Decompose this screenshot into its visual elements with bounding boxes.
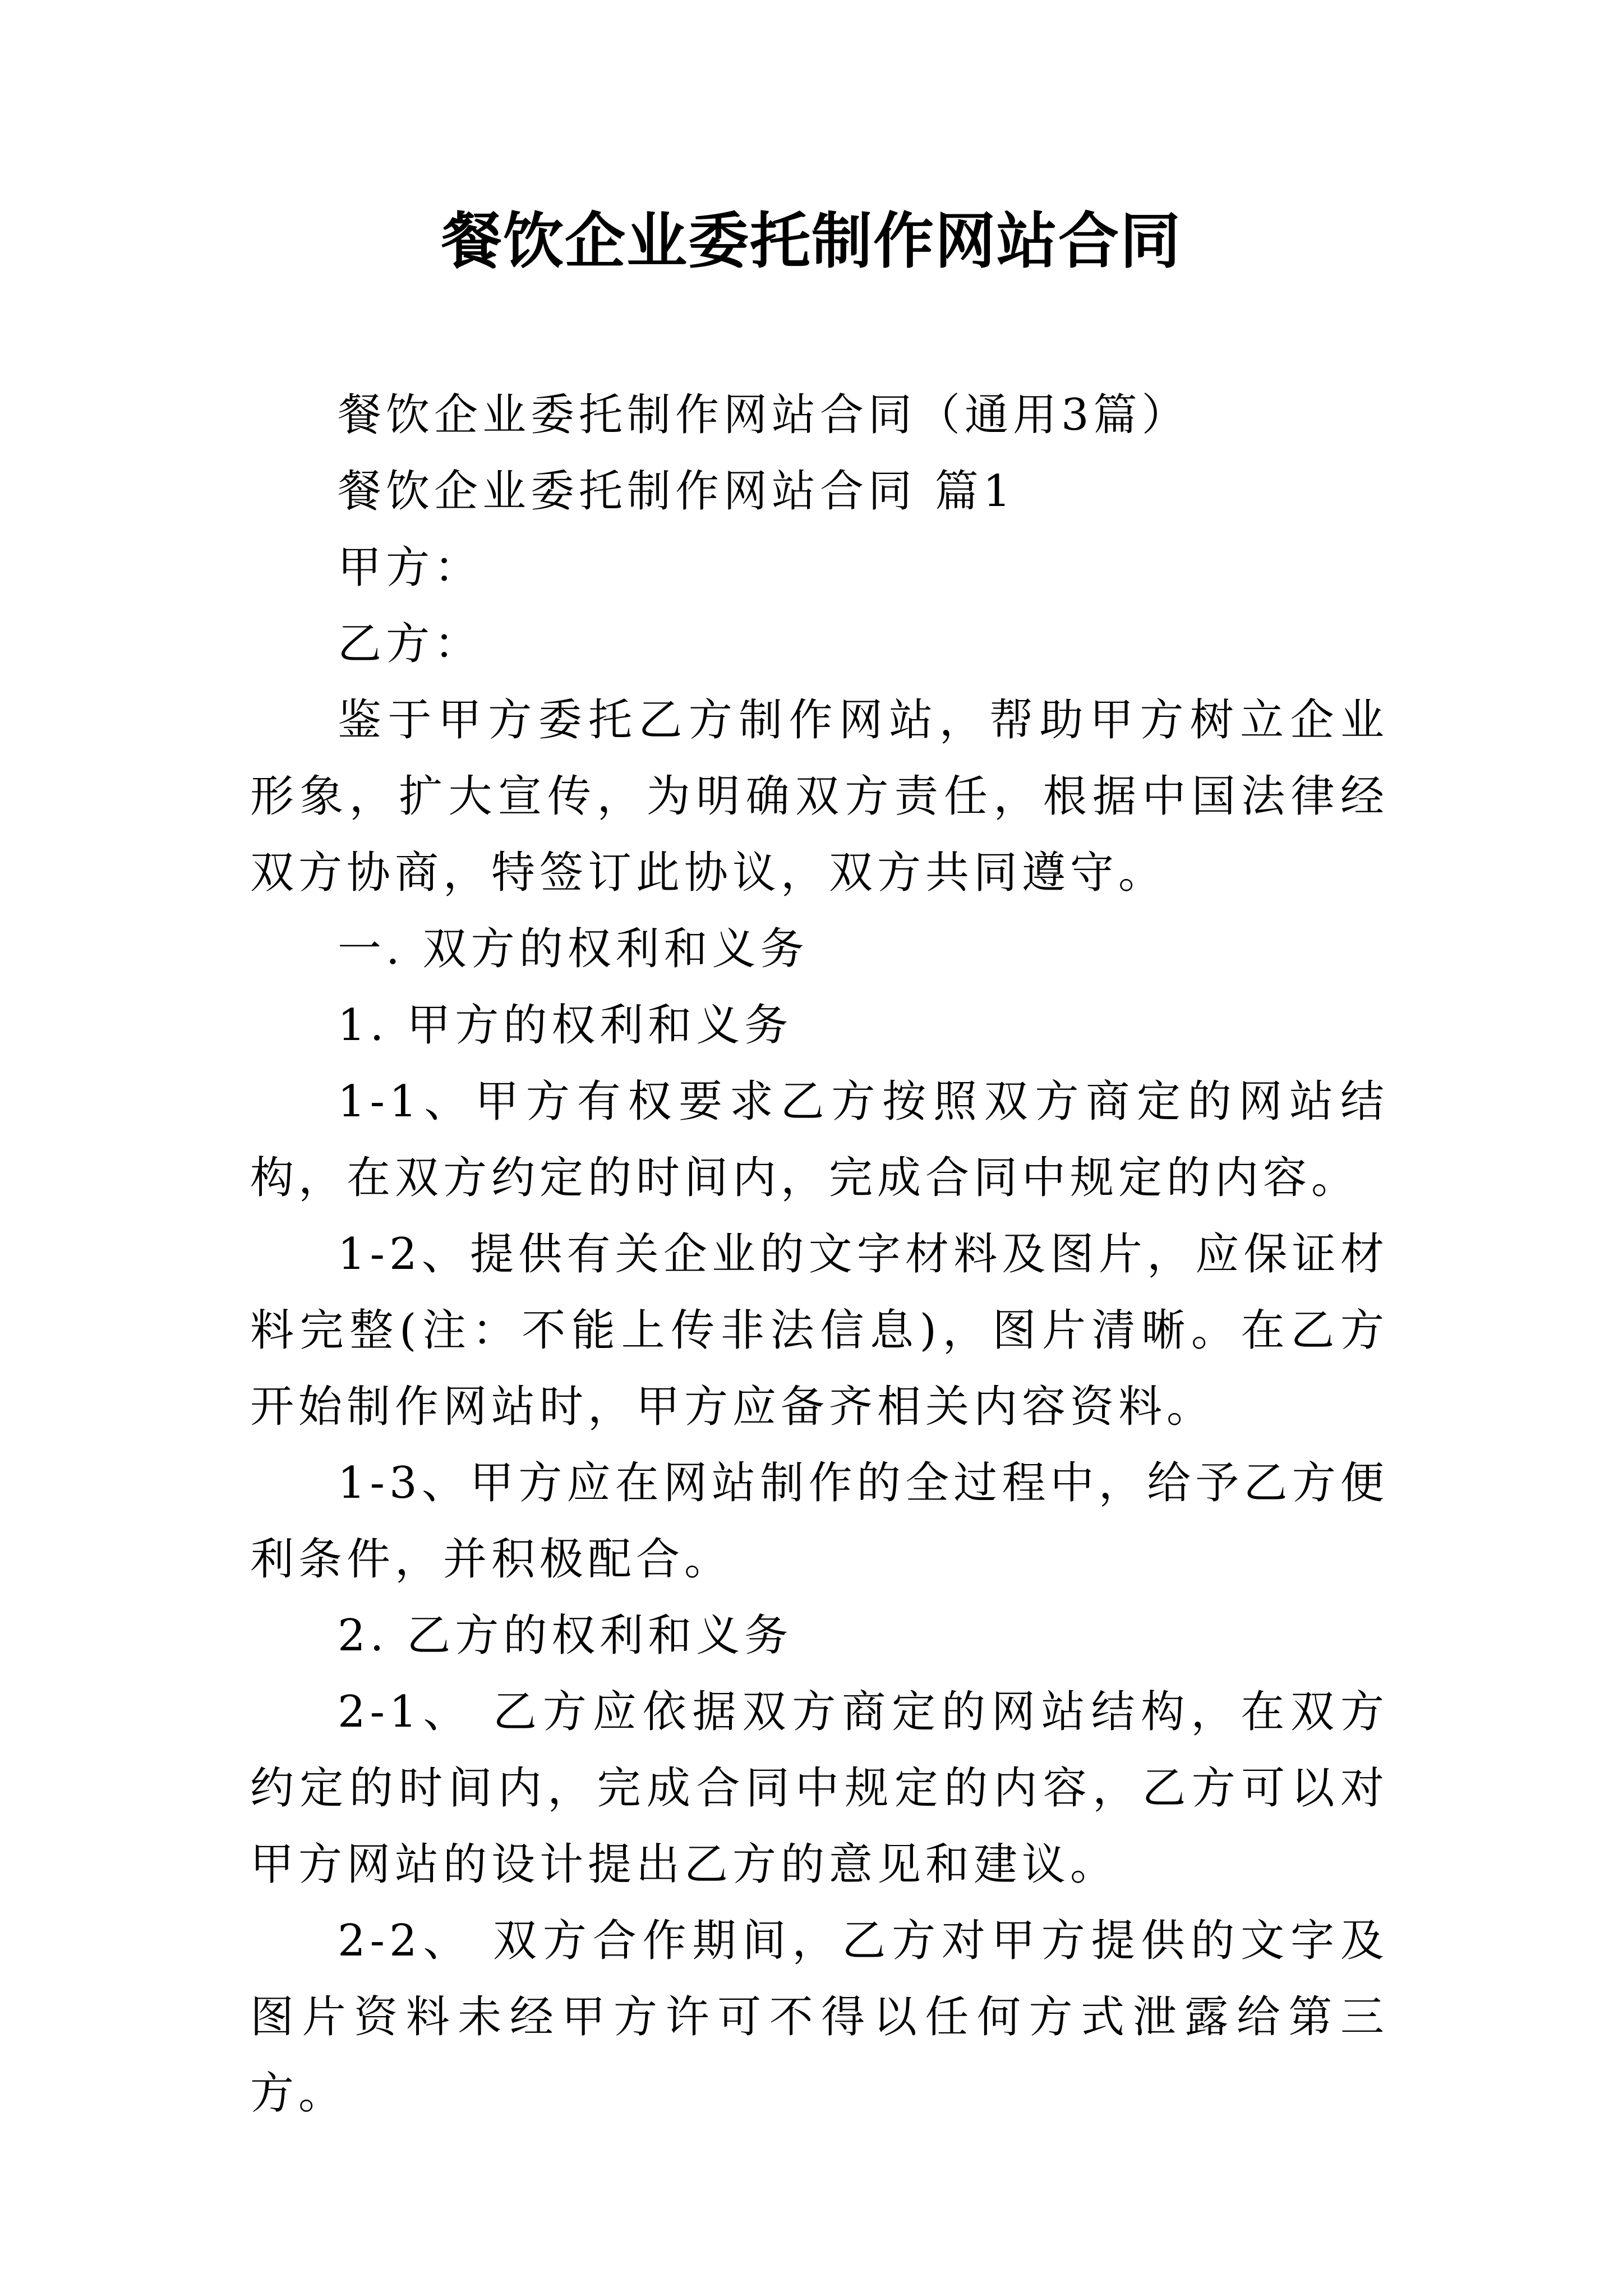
document-title: 餐饮企业委托制作网站合同 (441, 206, 1182, 277)
paragraph-party-b: 乙方： (338, 619, 483, 669)
paragraph-clause-2-2: 2-2、 双方合作期间，乙方对甲方提供的文字及图片资料未经甲方许可不得以任何方式泄露给第三方。 (250, 1916, 1389, 2119)
paragraph-clause-heading: 一. 双方的权利和义务 (338, 924, 809, 974)
paragraph-clause-1-1: 1-1、甲方有权要求乙方按照双方商定的网站结构，在双方约定的时间内，完成合同中规定的内容。 (250, 1076, 1389, 1203)
paragraph-party-a: 甲方： (338, 542, 483, 593)
paragraph-clause-1-3: 1-3、甲方应在网站制作的全过程中，给予乙方便利条件，并积极配合。 (250, 1458, 1389, 1585)
paragraph-party-a-heading: 1. 甲方的权利和义务 (338, 1000, 793, 1051)
paragraph-subtitle: 餐饮企业委托制作网站合同（通用3篇） (338, 390, 1190, 440)
paragraph-section-heading: 餐饮企业委托制作网站合同 篇1 (338, 466, 1016, 517)
paragraph-preamble: 鉴于甲方委托乙方制作网站，帮助甲方树立企业形象，扩大宣传，为明确双方责任，根据中国法律经双方协商，特签订此协议，双方共同遵守。 (250, 695, 1389, 898)
paragraph-party-b-heading: 2. 乙方的权利和义务 (338, 1611, 793, 1661)
paragraph-clause-2-1: 2-1、 乙方应依据双方商定的网站结构，在双方约定的时间内，完成合同中规定的内容，乙方可以对甲方网站的设计提出乙方的意见和建议。 (250, 1687, 1389, 1890)
document-body (250, 377, 1389, 2132)
paragraph-clause-1-2: 1-2、提供有关企业的文字材料及图片，应保证材料完整(注：不能上传非法信息)，图片清晰。在乙方开始制作网站时，甲方应备齐相关内容资料。 (250, 1229, 1389, 1432)
